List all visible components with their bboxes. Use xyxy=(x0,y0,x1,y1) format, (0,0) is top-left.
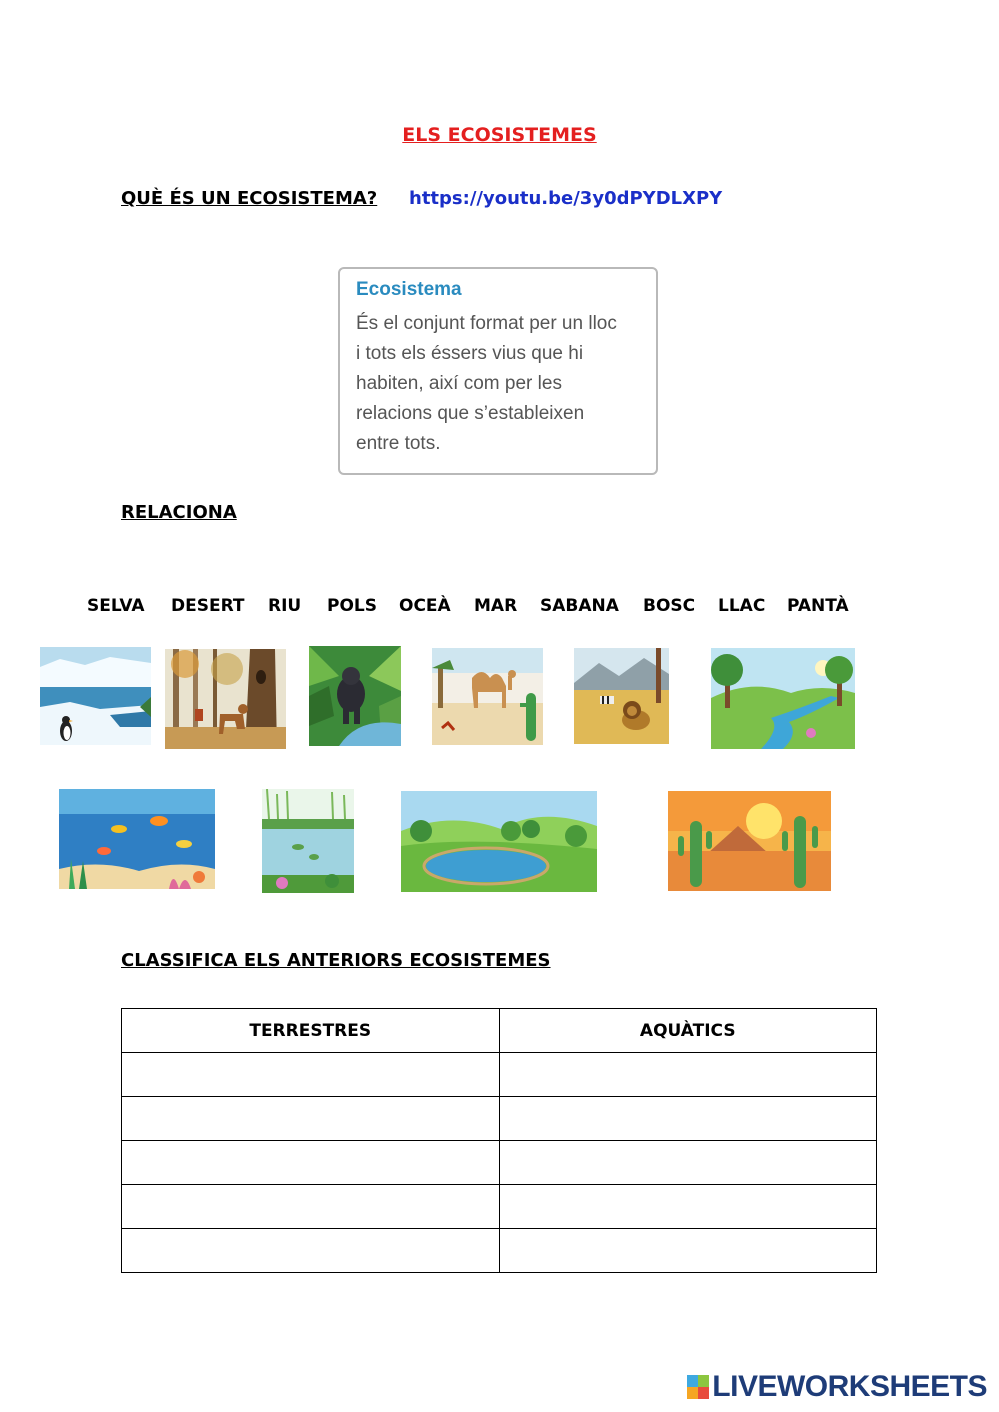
savanna-image[interactable] xyxy=(574,648,669,744)
word-bank xyxy=(0,596,999,620)
word-mar[interactable]: MAR xyxy=(474,596,518,616)
drop-cell-terrestres[interactable] xyxy=(122,1141,500,1185)
word-riu[interactable]: RIU xyxy=(268,596,302,616)
definition-text xyxy=(356,309,642,459)
table-row xyxy=(122,1053,877,1097)
table-row xyxy=(122,1185,877,1229)
desert-cactus-image[interactable] xyxy=(668,791,831,891)
liveworksheets-logo xyxy=(687,1372,987,1402)
word-llac[interactable]: LLAC xyxy=(718,596,766,616)
video-link[interactable]: https://youtu.be/3y0dPYDLXPY xyxy=(409,188,723,209)
drop-cell-aquatics[interactable] xyxy=(499,1185,877,1229)
table-row xyxy=(122,1097,877,1141)
definition-line: És el conjunt format per un lloc xyxy=(356,313,617,334)
word-desert[interactable]: DESERT xyxy=(171,596,245,616)
word-sabana[interactable]: SABANA xyxy=(540,596,619,616)
swamp-image[interactable] xyxy=(262,789,354,893)
drop-cell-aquatics[interactable] xyxy=(499,1053,877,1097)
word-selva[interactable]: SELVA xyxy=(87,596,145,616)
word-panta[interactable]: PANTÀ xyxy=(787,596,849,616)
drop-cell-terrestres[interactable] xyxy=(122,1185,500,1229)
definition-line: entre tots. xyxy=(356,433,441,454)
header-aquatics: AQUÀTICS xyxy=(499,1009,877,1053)
drop-cell-terrestres[interactable] xyxy=(122,1053,500,1097)
sea-image[interactable] xyxy=(59,789,215,889)
drop-cell-terrestres[interactable] xyxy=(122,1229,500,1273)
drop-cell-terrestres[interactable] xyxy=(122,1097,500,1141)
table-header-row xyxy=(122,1009,877,1053)
drop-cell-aquatics[interactable] xyxy=(499,1141,877,1185)
definition-title: Ecosistema xyxy=(356,279,462,300)
definition-line: i tots els éssers vius que hi xyxy=(356,343,584,364)
word-bosc[interactable]: BOSC xyxy=(643,596,696,616)
relaciona-heading: RELACIONA xyxy=(121,502,237,523)
classifica-heading: CLASSIFICA ELS ANTERIORS ECOSISTEMES xyxy=(121,950,551,971)
lake-image[interactable] xyxy=(401,791,597,892)
definition-line: relacions que s’estableixen xyxy=(356,403,585,424)
header-terrestres: TERRESTRES xyxy=(122,1009,500,1053)
logo-mark-icon xyxy=(687,1375,709,1399)
river-image[interactable] xyxy=(711,648,855,749)
page-title: ELS ECOSISTEMES xyxy=(402,124,597,146)
word-ocea[interactable]: OCEÀ xyxy=(399,596,451,616)
polar-ice-image[interactable] xyxy=(40,647,151,745)
table-row xyxy=(122,1229,877,1273)
table-row xyxy=(122,1141,877,1185)
classification-table xyxy=(121,1008,877,1273)
desert-camel-image[interactable] xyxy=(432,648,543,745)
logo-text: LIVEWORKSHEETS xyxy=(712,1370,987,1403)
jungle-image[interactable] xyxy=(309,646,401,746)
definition-line: habiten, així com per les xyxy=(356,373,562,394)
drop-cell-aquatics[interactable] xyxy=(499,1229,877,1273)
definition-box xyxy=(338,267,658,475)
drop-cell-aquatics[interactable] xyxy=(499,1097,877,1141)
word-pols[interactable]: POLS xyxy=(327,596,377,616)
question-heading: QUÈ ÉS UN ECOSISTEMA? xyxy=(121,188,378,209)
forest-image[interactable] xyxy=(165,649,286,749)
